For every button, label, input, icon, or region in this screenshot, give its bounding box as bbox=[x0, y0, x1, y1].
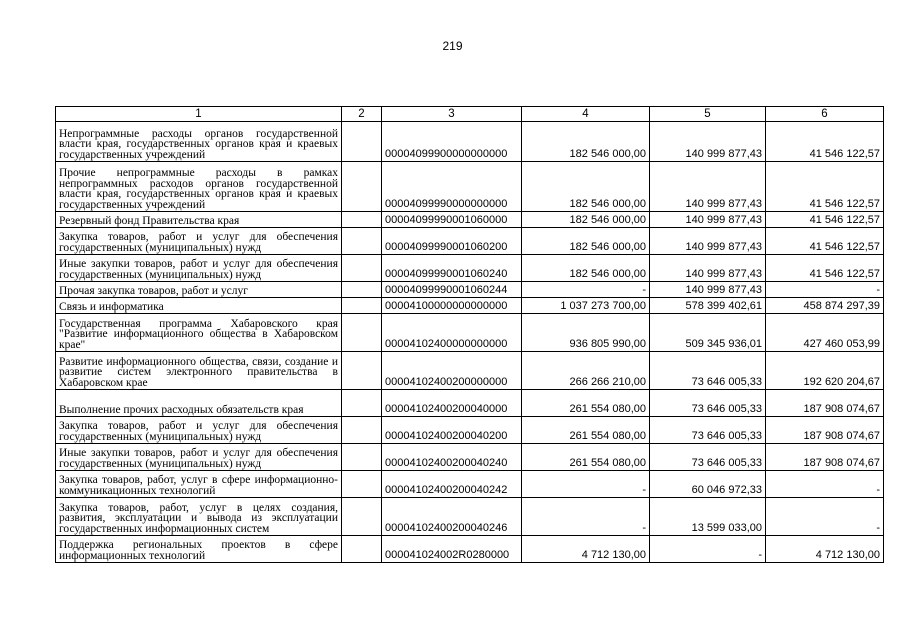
row-column-2 bbox=[342, 352, 382, 390]
table-row bbox=[56, 498, 884, 536]
row-value-6: 192 620 204,67 bbox=[766, 352, 884, 390]
table-row bbox=[56, 298, 884, 314]
row-code: 00004099990001060000 bbox=[382, 212, 522, 228]
table-row bbox=[56, 390, 884, 417]
row-column-2 bbox=[342, 314, 382, 352]
table-row bbox=[56, 471, 884, 498]
row-value-4: 4 712 130,00 bbox=[522, 536, 650, 563]
row-name: Непрограммные расходы органов государственной власти края, государственных органов края и краевых государственных учреждений bbox=[56, 122, 342, 162]
row-value-4: 261 554 080,00 bbox=[522, 390, 650, 417]
row-code: 00004102400000000000 bbox=[382, 314, 522, 352]
row-name: Связь и информатика bbox=[56, 298, 342, 314]
row-code: 00004099900000000000 bbox=[382, 122, 522, 162]
table-row bbox=[56, 352, 884, 390]
row-column-2 bbox=[342, 536, 382, 563]
row-column-2 bbox=[342, 162, 382, 212]
row-column-2 bbox=[342, 444, 382, 471]
row-code: 00004102400200040242 bbox=[382, 471, 522, 498]
row-value-5: 140 999 877,43 bbox=[650, 228, 766, 255]
row-value-4: 1 037 273 700,00 bbox=[522, 298, 650, 314]
row-value-6: 41 546 122,57 bbox=[766, 228, 884, 255]
row-name: Закупка товаров, работ, услуг в сфере информационно-коммуникационных технологий bbox=[56, 471, 342, 498]
row-value-5: 140 999 877,43 bbox=[650, 212, 766, 228]
table-row bbox=[56, 417, 884, 444]
row-column-2 bbox=[342, 390, 382, 417]
row-value-6: 427 460 053,99 bbox=[766, 314, 884, 352]
row-name: Развитие информационного общества, связи, создание и развитие систем электронного правительства в Хабаровском крае bbox=[56, 352, 342, 390]
row-value-4: 182 546 000,00 bbox=[522, 162, 650, 212]
table-row bbox=[56, 212, 884, 228]
row-column-2 bbox=[342, 498, 382, 536]
table-row bbox=[56, 536, 884, 563]
row-value-5: - bbox=[650, 536, 766, 563]
table-row bbox=[56, 122, 884, 162]
row-name: Прочая закупка товаров, работ и услуг bbox=[56, 282, 342, 298]
table-row bbox=[56, 282, 884, 298]
table-row bbox=[56, 228, 884, 255]
row-value-6: 4 712 130,00 bbox=[766, 536, 884, 563]
row-value-4: 182 546 000,00 bbox=[522, 228, 650, 255]
row-value-5: 73 646 005,33 bbox=[650, 390, 766, 417]
row-column-2 bbox=[342, 228, 382, 255]
row-value-4: 182 546 000,00 bbox=[522, 122, 650, 162]
page-number: 219 bbox=[442, 39, 463, 53]
row-name: Резервный фонд Правительства края bbox=[56, 212, 342, 228]
row-value-4: 266 266 210,00 bbox=[522, 352, 650, 390]
row-value-4: 261 554 080,00 bbox=[522, 444, 650, 471]
row-code: 00004099990000000000 bbox=[382, 162, 522, 212]
row-code: 000041024002R0280000 bbox=[382, 536, 522, 563]
row-column-2 bbox=[342, 122, 382, 162]
table-row bbox=[56, 314, 884, 352]
row-code: 00004099990001060240 bbox=[382, 255, 522, 282]
row-code: 00004102400200040200 bbox=[382, 417, 522, 444]
row-column-2 bbox=[342, 298, 382, 314]
row-value-4: 182 546 000,00 bbox=[522, 212, 650, 228]
table-header-row bbox=[56, 107, 884, 122]
row-value-6: - bbox=[766, 471, 884, 498]
table-row bbox=[56, 162, 884, 212]
row-value-6: 187 908 074,67 bbox=[766, 390, 884, 417]
row-value-5: 73 646 005,33 bbox=[650, 417, 766, 444]
row-code: 00004099990001060200 bbox=[382, 228, 522, 255]
row-value-4: - bbox=[522, 498, 650, 536]
row-name: Поддержка региональных проектов в сфере информационных технологий bbox=[56, 536, 342, 563]
row-value-5: 13 599 033,00 bbox=[650, 498, 766, 536]
row-column-2 bbox=[342, 417, 382, 444]
row-value-6: 41 546 122,57 bbox=[766, 162, 884, 212]
row-value-5: 578 399 402,61 bbox=[650, 298, 766, 314]
row-name: Закупка товаров, работ, услуг в целях создания, развития, эксплуатации и вывода из эксплуатации государственных информационных систем bbox=[56, 498, 342, 536]
table-row bbox=[56, 255, 884, 282]
row-value-5: 509 345 936,01 bbox=[650, 314, 766, 352]
row-value-4: 182 546 000,00 bbox=[522, 255, 650, 282]
row-name: Закупка товаров, работ и услуг для обеспечения государственных (муниципальных) нужд bbox=[56, 228, 342, 255]
row-value-5: 140 999 877,43 bbox=[650, 122, 766, 162]
row-code: 00004102400200000000 bbox=[382, 352, 522, 390]
row-name: Иные закупки товаров, работ и услуг для обеспечения государственных (муниципальных) нужд bbox=[56, 255, 342, 282]
column-header: 1 bbox=[56, 107, 342, 122]
row-value-4: - bbox=[522, 471, 650, 498]
column-header: 5 bbox=[650, 107, 766, 122]
column-header: 2 bbox=[342, 107, 382, 122]
row-value-5: 60 046 972,33 bbox=[650, 471, 766, 498]
row-column-2 bbox=[342, 212, 382, 228]
column-header: 3 bbox=[382, 107, 522, 122]
row-value-4: 261 554 080,00 bbox=[522, 417, 650, 444]
row-name: Закупка товаров, работ и услуг для обеспечения государственных (муниципальных) нужд bbox=[56, 417, 342, 444]
row-column-2 bbox=[342, 282, 382, 298]
row-value-4: 936 805 990,00 bbox=[522, 314, 650, 352]
row-value-6: 41 546 122,57 bbox=[766, 255, 884, 282]
table-body bbox=[56, 122, 884, 563]
row-value-6: 41 546 122,57 bbox=[766, 212, 884, 228]
budget-table bbox=[55, 106, 884, 563]
row-code: 00004102400200040240 bbox=[382, 444, 522, 471]
row-value-6: 458 874 297,39 bbox=[766, 298, 884, 314]
row-column-2 bbox=[342, 255, 382, 282]
row-value-6: - bbox=[766, 498, 884, 536]
row-code: 00004099990001060244 bbox=[382, 282, 522, 298]
row-value-5: 140 999 877,43 bbox=[650, 282, 766, 298]
row-value-6: - bbox=[766, 282, 884, 298]
row-code: 00004100000000000000 bbox=[382, 298, 522, 314]
row-name: Выполнение прочих расходных обязательств края bbox=[56, 390, 342, 417]
row-code: 00004102400200040000 bbox=[382, 390, 522, 417]
row-value-5: 140 999 877,43 bbox=[650, 162, 766, 212]
row-value-5: 73 646 005,33 bbox=[650, 352, 766, 390]
row-value-6: 187 908 074,67 bbox=[766, 417, 884, 444]
column-header: 4 bbox=[522, 107, 650, 122]
row-value-5: 73 646 005,33 bbox=[650, 444, 766, 471]
row-code: 00004102400200040246 bbox=[382, 498, 522, 536]
row-name: Иные закупки товаров, работ и услуг для обеспечения государственных (муниципальных) нужд bbox=[56, 444, 342, 471]
row-value-6: 41 546 122,57 bbox=[766, 122, 884, 162]
row-value-4: - bbox=[522, 282, 650, 298]
row-name: Прочие непрограммные расходы в рамках непрограммных расходов органов государственной власти края, государственных органов края и краевых государственных учреждений bbox=[56, 162, 342, 212]
row-value-6: 187 908 074,67 bbox=[766, 444, 884, 471]
row-column-2 bbox=[342, 471, 382, 498]
column-header: 6 bbox=[766, 107, 884, 122]
row-name: Государственная программа Хабаровского края "Развитие информационного общества в Хабаровском крае" bbox=[56, 314, 342, 352]
row-value-5: 140 999 877,43 bbox=[650, 255, 766, 282]
table-row bbox=[56, 444, 884, 471]
